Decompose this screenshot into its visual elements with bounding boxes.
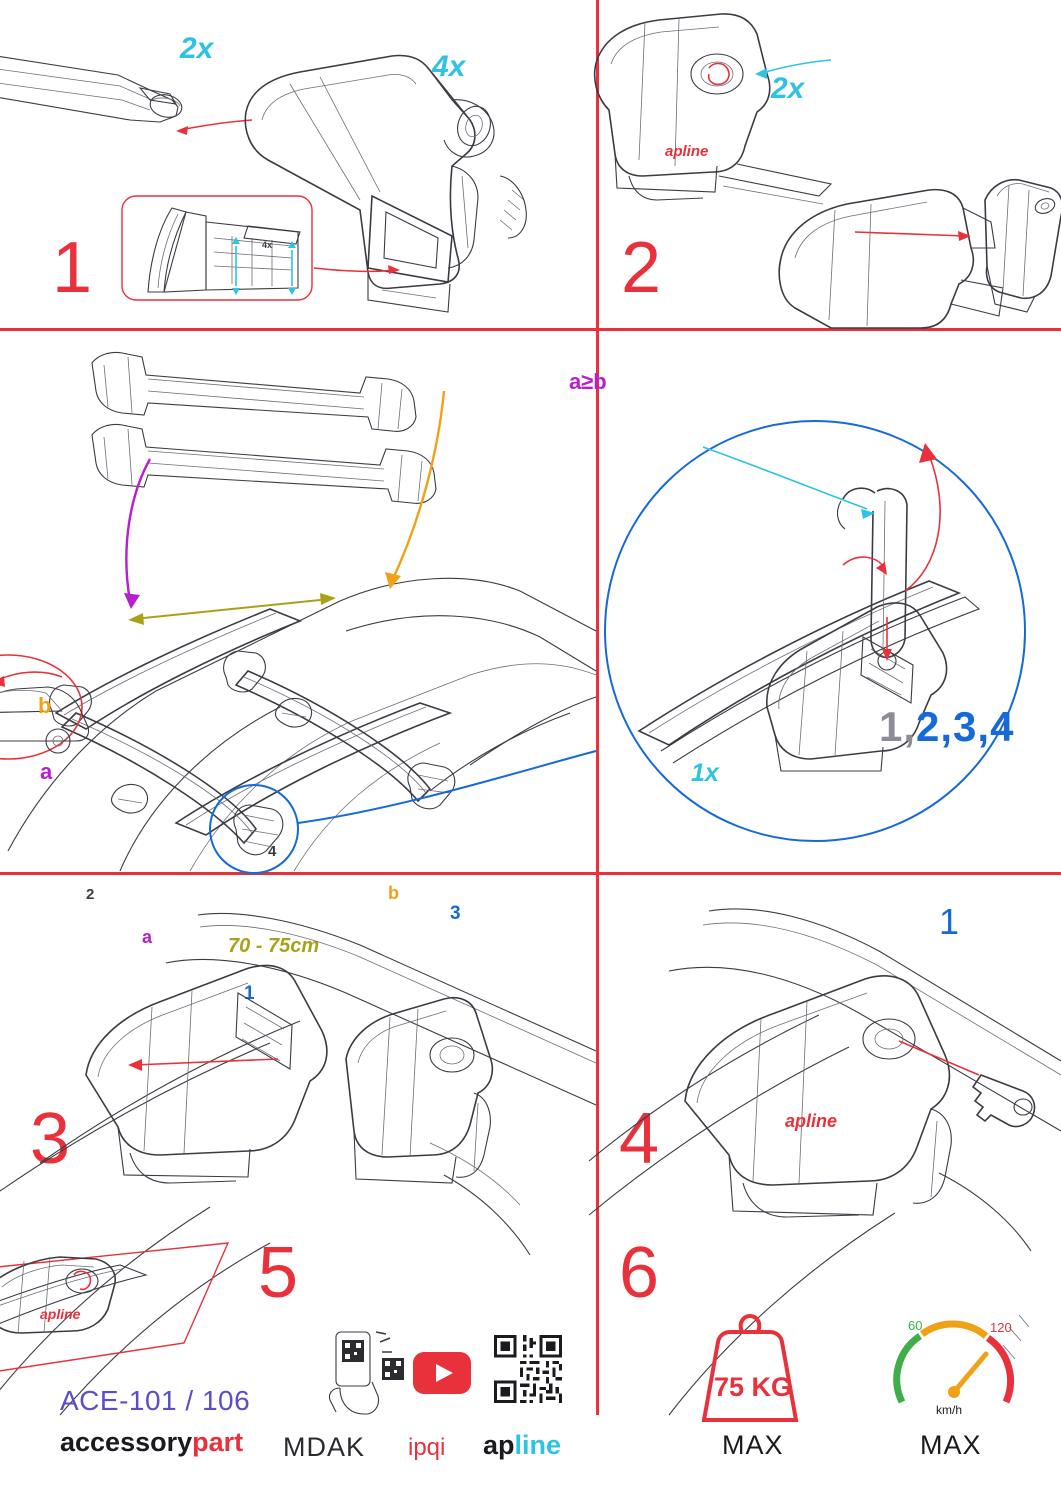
qr-code (494, 1335, 562, 1403)
svg-text:apline: apline (785, 1111, 838, 1131)
speed-max-label: MAX (920, 1430, 982, 1460)
step-3-label-b: b (38, 693, 52, 718)
step-3-position-2: 2 (86, 886, 95, 903)
step-3-panel (0, 331, 596, 1179)
step-1-panel (0, 0, 596, 328)
scan-qr-icon (320, 1330, 406, 1416)
step-3-position-4: 4 (268, 843, 277, 860)
apline-logo-part2: line (514, 1430, 562, 1460)
step-5-illustration (0, 875, 596, 1415)
step-4-turn-number: 1 (939, 901, 960, 942)
partner-ipqi-label: ipqi (408, 1434, 446, 1461)
step-3-number: 3 (30, 1099, 69, 1179)
step-3-position-3: 3 (450, 903, 461, 924)
step-4-number: 4 (619, 1099, 658, 1179)
footer-brand (60, 1385, 310, 1458)
step-2-qty-2x: 2x (771, 72, 805, 105)
step-6-number: 6 (619, 1233, 658, 1313)
svg-text:apline: apline (40, 1306, 81, 1322)
step-4-qty-1x: 1x (691, 759, 719, 787)
step-1-qty-2x: 2x (180, 32, 214, 65)
step-3-label-a: a (40, 759, 53, 784)
speed-limit-gauge-icon (890, 1310, 1018, 1424)
step-3-illustration (0, 331, 596, 872)
step-5-panel (0, 875, 596, 1415)
step-2-panel (599, 0, 1061, 328)
svg-text:60: 60 (908, 1318, 923, 1333)
accessorypart-logo (60, 1427, 310, 1458)
step-3-arrow-label-b: b (388, 883, 399, 903)
step-4-condition: a≥b (569, 369, 607, 394)
weight-value: 75 KG (714, 1372, 793, 1402)
apline-logo (483, 1430, 561, 1461)
step-3-arrow-label-a: a (142, 927, 153, 947)
model-code: ACE-101 / 106 (60, 1385, 251, 1416)
step-3-position-1: 1 (244, 983, 255, 1004)
svg-text:120: 120 (990, 1320, 1012, 1335)
youtube-icon[interactable] (413, 1352, 471, 1394)
svg-text:apline: apline (665, 143, 709, 160)
apline-logo-part1: ap (483, 1430, 515, 1460)
step-5-number: 5 (258, 1233, 297, 1313)
step-1-qty-4x: 4x (432, 50, 466, 83)
step-2-illustration (599, 0, 1061, 328)
step-1-number: 1 (52, 228, 91, 308)
step-4-illustration (599, 331, 1061, 872)
step-3-measurement: 70 - 75cm (228, 935, 320, 957)
svg-text:km/h: km/h (936, 1403, 963, 1417)
accessorypart-logo-part1: accessory (60, 1427, 193, 1457)
weight-max-label: MAX (722, 1430, 784, 1460)
step-2-number: 2 (621, 228, 660, 308)
step-4-sequence: 1,2,3,4 (879, 703, 1015, 750)
svg-text:4x: 4x (262, 240, 273, 250)
partner-mdak-label: MDAK (283, 1432, 366, 1462)
weight-limit-icon (690, 1316, 810, 1422)
accessorypart-logo-part2: part (192, 1427, 244, 1457)
